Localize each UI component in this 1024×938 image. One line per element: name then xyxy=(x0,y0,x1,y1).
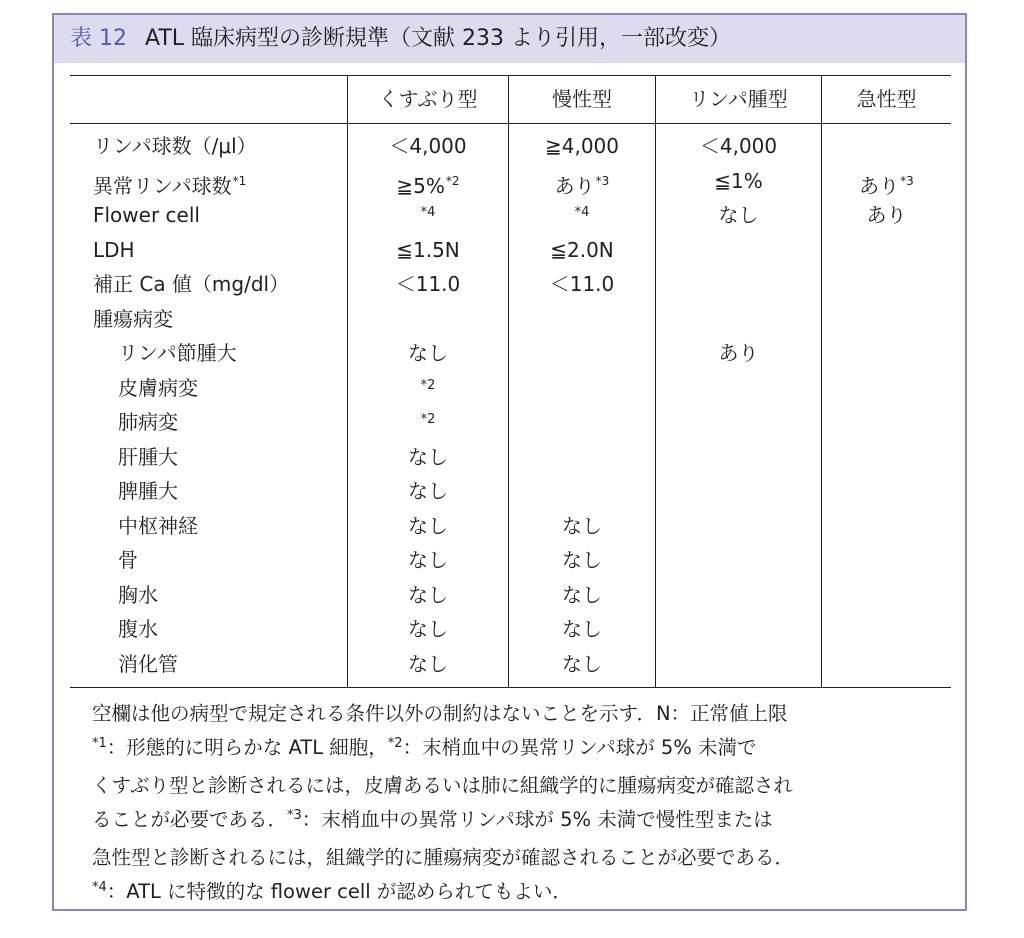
footnote-line: 空欄は他の病型で規定される条件以外の制約はないことを示す．N：正常値上限 xyxy=(92,702,788,725)
row-label-text: 補正 Ca 値（mg/dl） xyxy=(93,272,290,296)
column-header-chronic: 慢性型 xyxy=(552,87,612,111)
footnote-line: 急性型と診断されるには，組織学的に腫瘍病変が確認されることが必要である． xyxy=(92,845,795,869)
cell-value: なし xyxy=(408,617,448,641)
row-label-text: LDH xyxy=(93,237,135,262)
table-cell xyxy=(348,198,508,236)
row-label-text: 肝腫大 xyxy=(118,444,178,469)
row-label xyxy=(118,440,178,474)
footnote-line: $^{*1}$：形態的に明らかな ATL 細胞，$^{*2}$：末梢血中の異常リンパ球が 5% 未満で xyxy=(92,736,757,760)
table-cell xyxy=(509,198,655,236)
cell-value: なし xyxy=(562,651,602,676)
cell-value: なし xyxy=(408,444,448,469)
footnote-marker: *3 xyxy=(595,173,610,188)
row-label-text: 中枢神経 xyxy=(118,513,198,538)
table-cell xyxy=(822,164,951,203)
cell-value: なし xyxy=(562,548,602,572)
cell-value: ≦1% xyxy=(714,168,763,193)
row-label-text: 腹水 xyxy=(118,617,158,641)
cell-value: ＜4,000 xyxy=(699,134,778,158)
table-cell xyxy=(348,405,508,443)
table-cell xyxy=(348,440,508,474)
row-label-text: 異常リンパ球数 xyxy=(93,173,232,198)
footnote-line: くすぶり型と診断されるには，皮膚あるいは肺に組織学的に腫瘍病変が確認され xyxy=(92,773,794,797)
footnote-marker: *1 xyxy=(232,173,247,188)
table-cell xyxy=(348,371,508,409)
table-cell xyxy=(656,198,821,232)
footnote-marker: *3 xyxy=(900,173,914,188)
row-label xyxy=(118,474,178,508)
row-label xyxy=(93,164,246,203)
table-cell xyxy=(656,336,821,370)
row-label xyxy=(93,198,200,232)
table-cell xyxy=(348,578,508,612)
row-label-text: 腫瘍病変 xyxy=(93,306,173,331)
table-cell xyxy=(348,164,508,203)
column-header-acute: 急性型 xyxy=(856,87,917,111)
table-title xyxy=(70,23,731,55)
table-cell xyxy=(509,647,655,681)
row-label-text: 皮膚病変 xyxy=(118,375,198,400)
row-label xyxy=(93,267,289,301)
row-label xyxy=(118,405,178,439)
cell-value: ≧5% xyxy=(396,173,445,198)
table-header-rule xyxy=(70,123,951,124)
row-label-text: 骨 xyxy=(118,548,138,572)
cell-value: なし xyxy=(408,513,448,538)
cell-value: なし xyxy=(408,651,448,676)
column-header-lymphoma: リンパ腫型 xyxy=(689,87,788,111)
table-bottom-rule xyxy=(70,687,951,688)
row-label xyxy=(118,543,138,577)
cell-value: ＜11.0 xyxy=(549,272,615,296)
row-label-text: リンパ球数（/μl） xyxy=(93,134,257,158)
cell-value: あり xyxy=(866,203,907,227)
table-cell xyxy=(348,647,508,681)
table-cell xyxy=(509,612,655,646)
table-cell xyxy=(348,474,508,508)
row-label-text: 脾腫大 xyxy=(118,479,178,503)
column-header-smoldering: くすぶり型 xyxy=(378,87,478,111)
table-cell xyxy=(348,336,508,370)
footnote-marker: *2 xyxy=(420,412,436,427)
footnote-line: ることが必要である．$^{*3}$：末梢血中の異常リンパ球が 5% 未満で慢性型または xyxy=(92,808,773,832)
table-cell xyxy=(348,129,508,163)
cell-value: なし xyxy=(408,582,448,607)
footnote-marker: *4 xyxy=(420,205,436,220)
row-label xyxy=(118,371,198,405)
cell-value: なし xyxy=(718,203,759,227)
footnote-marker: *2 xyxy=(445,173,460,188)
footnote-marker: *2 xyxy=(420,377,436,393)
cell-value: あり xyxy=(859,173,900,198)
row-label xyxy=(118,612,158,646)
table-cell xyxy=(348,267,508,301)
cell-value: ＜11.0 xyxy=(395,272,461,296)
cell-value: ≦1.5N xyxy=(396,237,460,262)
cell-value: あり xyxy=(554,173,595,198)
table-number: 表 12 xyxy=(70,26,127,51)
table-cell xyxy=(509,129,655,163)
footnote-line: $^{*4}$：ATL に特徴的な flower cell が認められてもよい． xyxy=(92,880,572,904)
cell-value: ≦2.0N xyxy=(550,237,614,262)
table-frame xyxy=(52,13,967,911)
table-cell xyxy=(348,612,508,646)
row-label xyxy=(93,233,135,267)
cell-value: ≧4,000 xyxy=(544,134,619,158)
row-label-text: Flower cell xyxy=(93,203,200,227)
footnote-marker: *4 xyxy=(574,205,590,220)
table-cell xyxy=(509,578,655,612)
row-label xyxy=(118,578,158,612)
row-label-text: 消化管 xyxy=(118,651,178,676)
table-cell xyxy=(822,198,951,232)
table-title-bar xyxy=(54,15,965,63)
table-title-text: ATL 臨床病型の診断規準（文献 233 より引用，一部改変） xyxy=(145,26,732,51)
row-label-text: 胸水 xyxy=(118,582,158,607)
table-cell xyxy=(656,129,821,163)
table-cell xyxy=(509,509,655,543)
row-label xyxy=(118,647,178,681)
table-cell xyxy=(509,164,655,203)
row-label-text: リンパ節腫大 xyxy=(118,341,237,365)
cell-value: なし xyxy=(562,582,602,607)
table-cell xyxy=(509,543,655,577)
cell-value: あり xyxy=(718,341,759,365)
cell-value: なし xyxy=(408,548,448,572)
row-label xyxy=(118,509,198,543)
row-label-text: 肺病変 xyxy=(118,410,178,434)
table-cell xyxy=(509,267,655,301)
table-cell xyxy=(348,543,508,577)
table-cell xyxy=(348,233,508,267)
row-label xyxy=(118,336,237,370)
row-label xyxy=(93,129,257,163)
cell-value: なし xyxy=(408,479,448,503)
cell-value: なし xyxy=(408,341,448,365)
table-footnote xyxy=(92,697,952,912)
table-cell xyxy=(348,509,508,543)
cell-value: なし xyxy=(562,513,602,538)
cell-value: なし xyxy=(562,617,602,641)
row-label xyxy=(93,302,173,336)
cell-value: ＜4,000 xyxy=(389,134,467,158)
table-cell xyxy=(509,233,655,267)
table-cell xyxy=(656,164,821,198)
